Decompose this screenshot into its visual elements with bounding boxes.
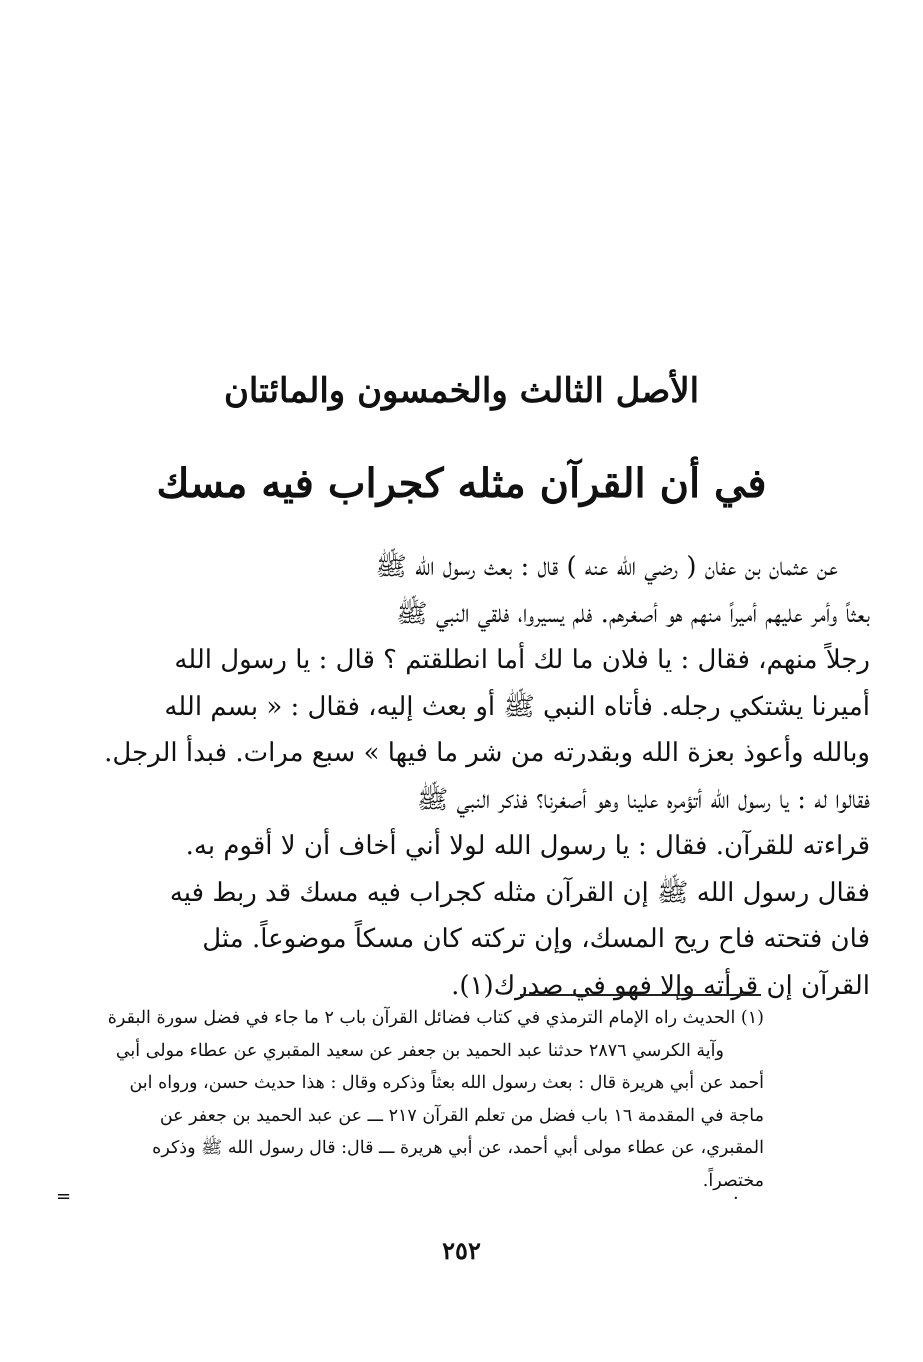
body-line: فقال رسول الله ﷺ إن القرآن مثله كجراب فيه مسك قد ربط فيه: [169, 877, 870, 908]
footnote-line: أحمد عن أبي هريرة قال : بعث رسول الله بعثاً وذكره وقال : هذا حديث حسن، ورواه ابن: [129, 1073, 764, 1094]
body-line: أميرنا يشتكي رجله. فأتاه النبي ﷺ أو بعث إليه، فقال : « بسم الله: [164, 691, 870, 722]
body-line: فان فتحته فاح ريح المسك، وإن تركته كان مسكاً موضوعاً. مثل: [202, 924, 870, 954]
footnote-separator: [520, 994, 761, 996]
margin-mark: =: [56, 1186, 72, 1207]
body-line: وبالله وأعوذ بعزة الله وبقدرته من شر ما فيها » سبع مرات. فبدأ الرجل.: [104, 738, 870, 768]
body-line: عن عثمان بن عفان ( رضي الله عنه ) قال : بعث رسول الله ﷺ: [375, 552, 838, 582]
body-line: قراءته للقرآن. فقال : يا رسول الله لولا أني أخاف أن لا أقوم به.: [185, 831, 870, 861]
footnote-line: المقبري، عن عطاء مولى أبي أحمد، عن أبي هريرة ـــ قال: قال رسول الله ﷺ وذكره: [152, 1138, 764, 1159]
footnote-line: وآية الكرسي ٢٨٧٦ حدثنا عبد الحميد بن جعفر عن سعيد المقبري عن عطاء مولى أبي: [115, 1040, 724, 1061]
footnote-line: مختصراً.: [702, 1170, 764, 1191]
body-paragraph: [60, 544, 870, 1009]
chapter-subtitle: في أن القرآن مثله كجراب فيه مسك: [156, 460, 767, 507]
page-number: ٢٥٢: [442, 1236, 481, 1265]
chapter-title: الأصل الثالث والخمسون والمائتان: [223, 371, 700, 411]
speck-dot: ·: [733, 1188, 739, 1209]
body-line: رجلاً منهم، فقال : يا فلان ما لك أما انطلقتم ؟ قال : يا رسول الله: [174, 645, 870, 675]
footnote: [50, 1002, 764, 1198]
footnote-line: (١) الحديث راه الإمام الترمذي في كتاب فضائل القرآن باب ٢ ما جاء في فضل سورة البقرة: [107, 1008, 764, 1028]
body-line: القرآن إن قرأته وإلا فهو في صدرك(١).: [451, 970, 870, 1001]
body-line: بعثاً وأمر عليهم أميراً منهم هو أصغرهم. فلم يسيروا، فلقي النبي ﷺ: [396, 598, 870, 629]
body-line: فقالوا له : يا رسول الله أتؤمره علينا وهو أصغرنا؟ فذكر النبي ﷺ: [416, 784, 870, 815]
footnote-line: ماجة في المقدمة ١٦ باب فضل من تعلم القرآن ٢١٧ ـــ عن عبد الحميد بن جعفر عن: [159, 1105, 764, 1126]
